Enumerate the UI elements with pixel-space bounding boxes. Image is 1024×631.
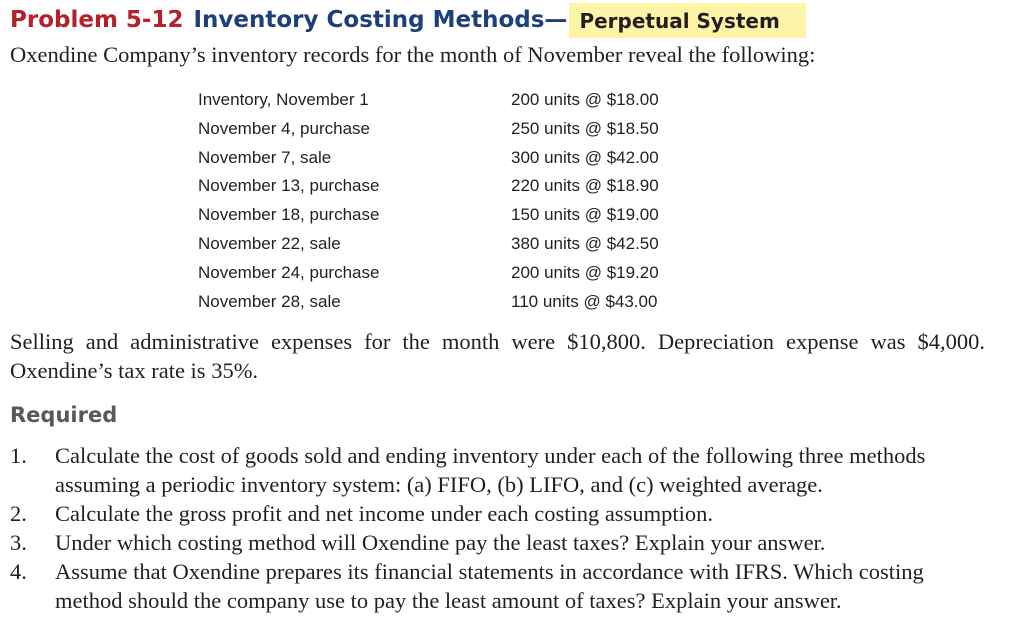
inventory-row bbox=[198, 172, 678, 201]
required-item-number: 3. bbox=[10, 530, 27, 555]
inventory-row bbox=[198, 144, 678, 173]
required-item bbox=[10, 528, 990, 557]
inventory-row-value: 200 units @ $18.00 bbox=[511, 90, 659, 109]
inventory-row-label: November 24, purchase bbox=[198, 262, 380, 282]
required-item-text: Under which costing method will Oxendine pay the least taxes? Explain your answer. bbox=[55, 530, 826, 555]
perpetual-system-highlight: Perpetual System bbox=[569, 3, 805, 38]
inventory-row-label: November 18, purchase bbox=[198, 205, 380, 225]
problem-number: Problem 5-12 bbox=[10, 7, 184, 33]
inventory-row-value: 200 units @ $19.20 bbox=[511, 262, 659, 282]
inventory-row-value: 150 units @ $19.00 bbox=[511, 205, 659, 225]
inventory-row-value: 380 units @ $42.50 bbox=[511, 233, 659, 253]
inventory-row-label: November 4, purchase bbox=[198, 118, 370, 138]
required-item-number: 1. bbox=[10, 443, 27, 468]
required-list bbox=[10, 441, 990, 615]
inventory-row-label: November 13, purchase bbox=[198, 176, 380, 196]
inventory-row bbox=[198, 259, 678, 288]
inventory-records-table bbox=[198, 86, 678, 316]
inventory-row-value: 300 units @ $42.00 bbox=[511, 147, 659, 167]
inventory-row-label: November 7, sale bbox=[198, 147, 332, 167]
problem-header bbox=[10, 2, 806, 38]
required-item bbox=[10, 441, 990, 499]
required-item bbox=[10, 499, 990, 528]
required-item-number: 2. bbox=[10, 501, 27, 526]
problem-title: Inventory Costing Methods— bbox=[193, 7, 568, 33]
inventory-row-label: November 22, sale bbox=[198, 233, 341, 253]
inventory-row bbox=[198, 201, 678, 230]
required-item bbox=[10, 557, 990, 615]
intro-text: Oxendine Company’s inventory records for the month of November reveal the following: bbox=[10, 42, 816, 67]
inventory-row-label: November 28, sale bbox=[198, 291, 341, 311]
required-heading: Required bbox=[10, 403, 118, 427]
inventory-row bbox=[198, 288, 678, 317]
required-item-text: Assume that Oxendine prepares its financial statements in accordance with IFRS. Which costing method should the company use to pay the least amount of taxes? Explain your answer. bbox=[55, 559, 924, 613]
inventory-row bbox=[198, 115, 678, 144]
inventory-row-value: 220 units @ $18.90 bbox=[511, 176, 659, 196]
inventory-row bbox=[198, 86, 678, 115]
inventory-row-value: 250 units @ $18.50 bbox=[511, 118, 659, 138]
required-item-text: Calculate the cost of goods sold and ending inventory under each of the following three methods assuming a periodic inventory system: (a) FIFO, (b) LIFO, and (c) weighted average. bbox=[55, 443, 926, 497]
inventory-row-label: Inventory, November 1 bbox=[198, 90, 369, 109]
inventory-row-value: 110 units @ $43.00 bbox=[511, 291, 658, 311]
expenses-paragraph: Selling and administrative expenses for the month were $10,800. Depreciation expense was $4,000. Oxendine’s tax rate is 35%. bbox=[10, 329, 985, 383]
required-item-number: 4. bbox=[10, 559, 27, 584]
inventory-row bbox=[198, 230, 678, 259]
required-item-text: Calculate the gross profit and net income under each costing assumption. bbox=[55, 501, 713, 526]
